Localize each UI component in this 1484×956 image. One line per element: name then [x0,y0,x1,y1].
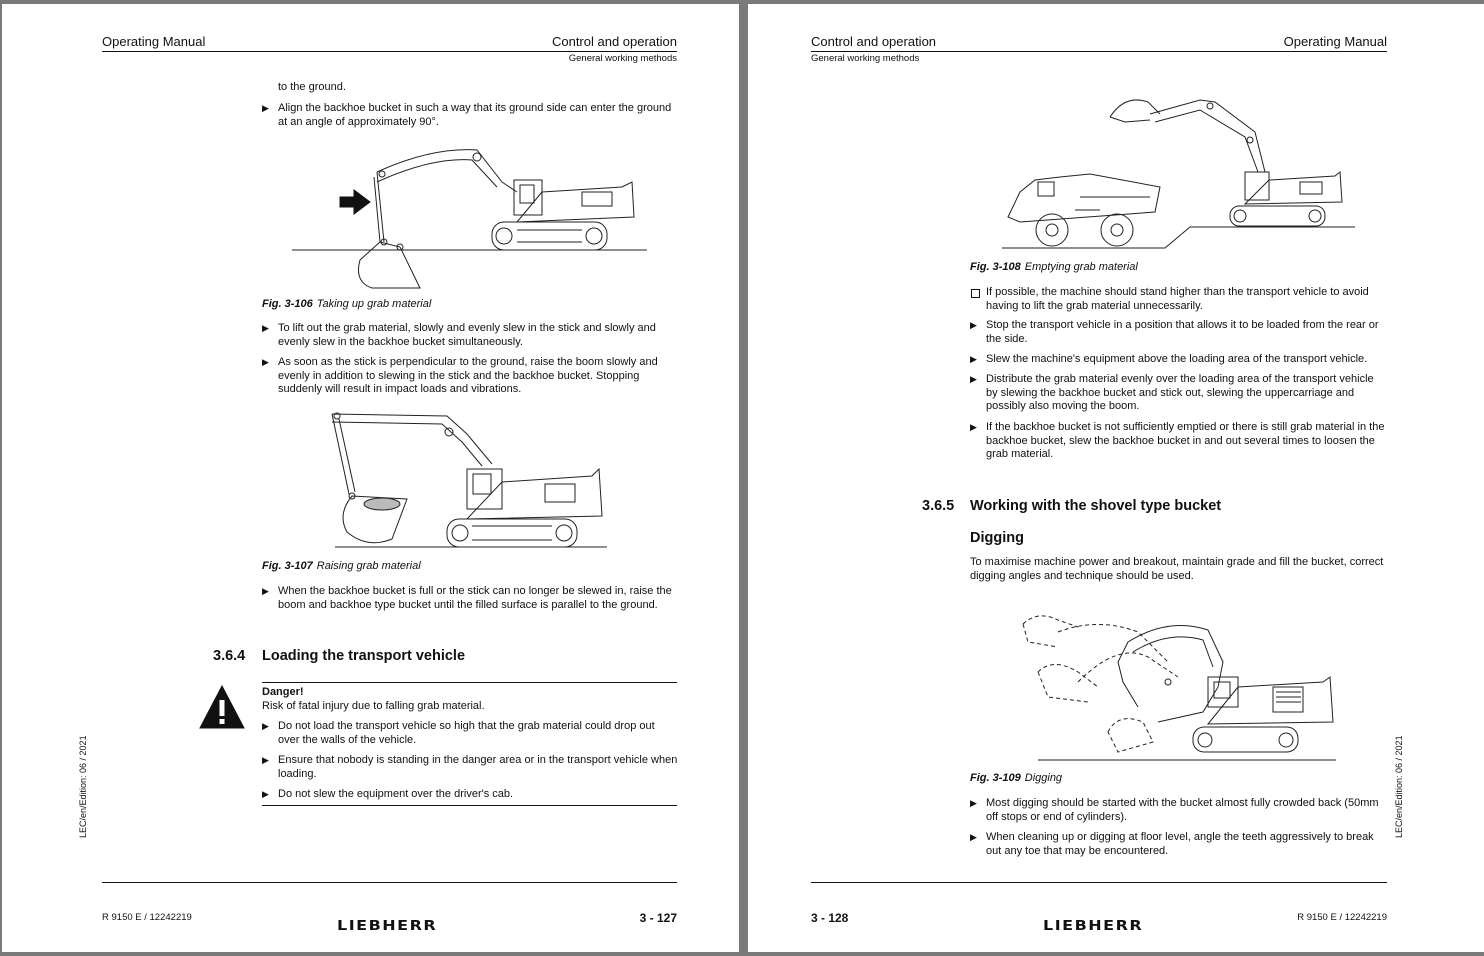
bullet-item: ▶ Most digging should be started with the bucket almost fully crowded back (50mm off stops or end of cylinders). [970,797,1386,824]
figure-number: Fig. 3-107 [262,560,313,572]
figure-3-108-loading-truck [1000,92,1360,257]
danger-title: Danger! [262,686,304,698]
edition-side-text: LEC/en/Edition: 06 / 2021 [1394,735,1404,838]
bullet-item: ▶ Slew the machine's equipment above the loading area of the transport vehicle. [970,353,1386,367]
figure-caption-108 [970,261,1138,273]
section-title: Working with the shovel type bucket [970,498,1222,514]
danger-warning-icon [198,684,246,730]
figure-caption-text: Taking up grab material [316,298,432,310]
page-number: 3 - 128 [811,911,849,925]
figure-3-107-excavator [327,404,617,554]
footer-rule [811,882,1387,883]
header-rule [102,51,677,52]
figure-caption-107 [262,560,421,572]
danger-top-rule [262,682,677,683]
check-item: If possible, the machine should stand higher than the transport vehicle to avoid having to lift the grab material unnecessarily. [970,286,1386,313]
page-number: 3 - 127 [639,911,677,925]
bullet-item: ▶ As soon as the stick is perpendicular to the ground, raise the boom slowly and evenly in addition to slewing in the stick and the backhoe bucket. Stopping suddenly will result in impact loads and vibrations. [262,356,678,397]
bullet-item: ▶ When cleaning up or digging at floor level, angle the teeth aggressively to break out any toe that may be encountered. [970,831,1386,858]
figure-number: Fig. 3-109 [970,772,1021,784]
liebherr-logo: LIEBHERR [337,917,438,934]
bullet-item: ▶ To lift out the grab material, slowly and evenly slew in the stick and slowly and evenly slew in the backhoe bucket simultaneously. [262,322,678,349]
bullet-item: ▶ Distribute the grab material evenly over the loading area of the transport vehicle by slewing the backhoe bucket and stick out, slewing the uppercarriage and possibly also moving the boom. [970,373,1386,414]
bullet-item: ▶ When the backhoe bucket is full or the stick can no longer be slewed in, raise the boom and backhoe type bucket until the filled surface is parallel to the ground. [262,585,678,612]
bullet-item: ▶ Stop the transport vehicle in a position that allows it to be loaded from the rear or the side. [970,319,1386,346]
header-sub: General working methods [568,53,677,64]
bullet-item: ▶ Do not load the transport vehicle so high that the grab material could drop out over the walls of the vehicle. [262,720,678,747]
section-number: 3.6.5 [922,498,955,514]
figure-caption-text: Digging [1024,772,1063,784]
figure-number: Fig. 3-106 [262,298,313,310]
paragraph: To maximise machine power and breakout, maintain grade and fill the bucket, correct digging angles and technique should be used. [970,556,1384,582]
header-sub: General working methods [811,53,920,64]
intro-text: to the ground. [278,81,346,93]
page-left [2,4,739,952]
bullet-item: ▶ Ensure that nobody is standing in the danger area or in the transport vehicle when loading. [262,754,678,781]
header-left: Operating Manual [102,34,206,49]
footer-code: R 9150 E / 12242219 [1297,912,1387,923]
figure-number: Fig. 3-108 [970,261,1021,273]
header-right: Operating Manual [1283,34,1387,49]
bullet-item: ▶ If the backhoe bucket is not sufficiently emptied or there is still grab material in the backhoe bucket, slew the backhoe bucket in and out several times to loosen the grab material. [970,421,1386,462]
figure-caption-109 [970,772,1062,784]
section-title: Loading the transport vehicle [262,648,466,664]
header-left: Control and operation [811,34,937,49]
subheading: Digging [970,530,1024,546]
footer-rule [102,882,677,883]
figure-caption-text: Emptying grab material [1024,261,1138,273]
header-right: Control and operation [551,34,677,49]
header-rule [811,51,1387,52]
figure-3-106-excavator [292,142,652,292]
footer-code: R 9150 E / 12242219 [102,912,192,923]
bullet-item: ▶ Align the backhoe bucket in such a way that its ground side can enter the ground at an angle of approximately 90°. [262,102,678,129]
danger-text: Risk of fatal injury due to falling grab material. [262,700,485,712]
figure-caption-text: Raising grab material [316,560,421,572]
section-number: 3.6.4 [213,648,246,664]
figure-3-109-digging [1018,602,1348,767]
page-right [748,4,1484,952]
liebherr-logo: LIEBHERR [1043,917,1144,934]
danger-bottom-rule [262,805,677,806]
edition-side-text: LEC/en/Edition: 06 / 2021 [78,735,88,838]
figure-caption-106 [262,298,431,310]
bullet-item: ▶ Do not slew the equipment over the driver's cab. [262,788,678,802]
